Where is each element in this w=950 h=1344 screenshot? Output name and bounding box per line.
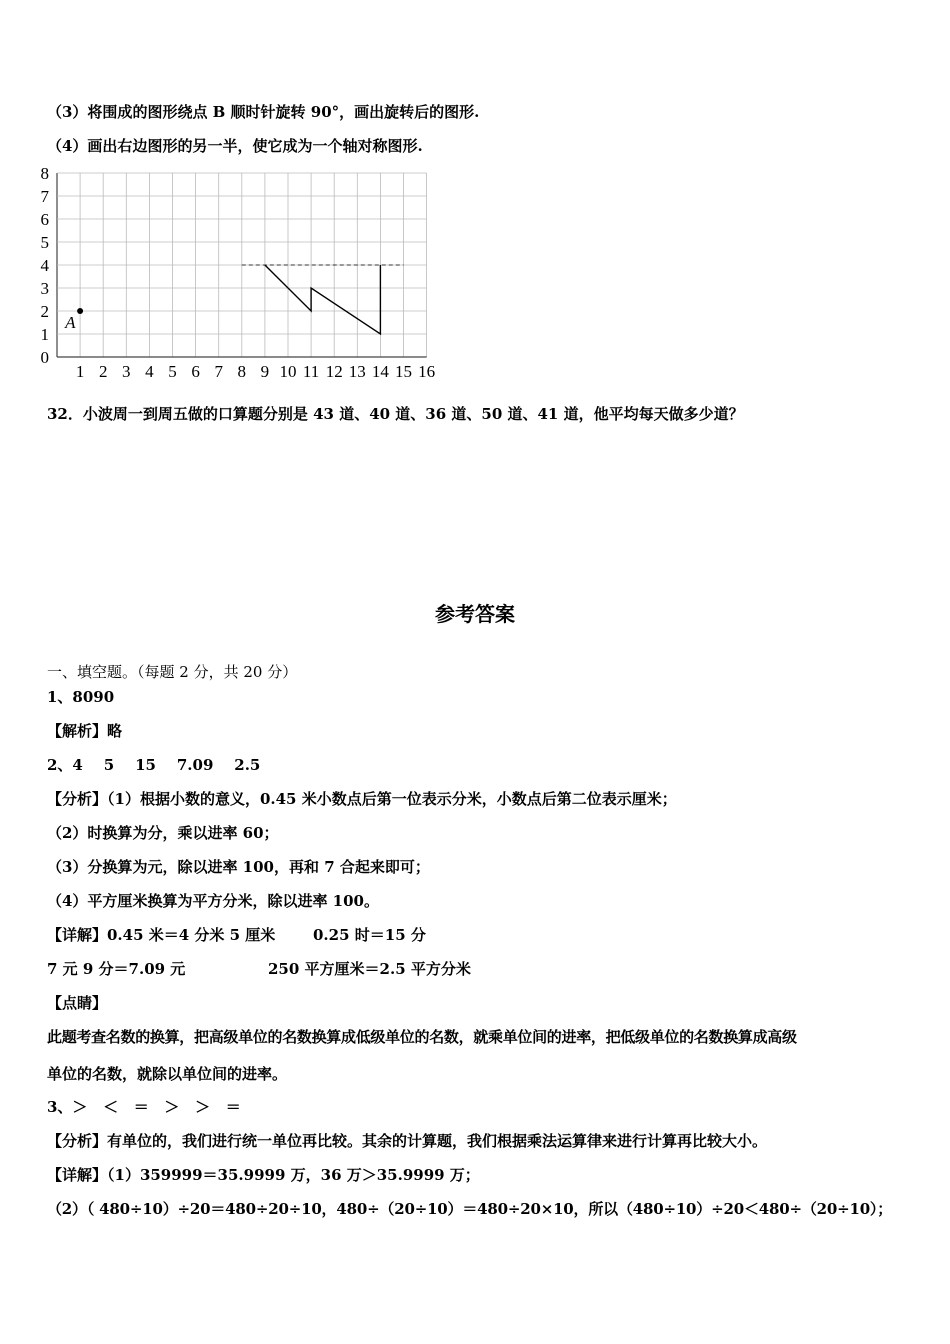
x-tick-label: 8 xyxy=(237,362,247,381)
answer-3: 3、＞ ＜ ＝ ＞ ＞ ＝ xyxy=(47,1098,241,1116)
question-31-part-4: （4）画出右边图形的另一半，使它成为一个轴对称图形. xyxy=(47,137,423,155)
question-31-part-3: （3）将围成的图形绕点 B 顺时针旋转 90°，画出旋转后的图形. xyxy=(47,103,480,121)
question-32: 32．小波周一到周五做的口算题分别是 43 道、40 道、36 道、50 道、41 道，他平均每天做多少道？ xyxy=(47,405,744,423)
y-tick-label: 6 xyxy=(40,210,49,229)
answers-title: 参考答案 xyxy=(435,602,515,626)
x-tick-label: 6 xyxy=(191,362,200,381)
answer-2-detail-2: 0.25 时＝15 分 xyxy=(313,926,426,944)
y-tick-label: 0 xyxy=(40,348,49,367)
x-axis-tick-labels xyxy=(76,362,435,381)
y-tick-label: 3 xyxy=(40,279,49,298)
y-tick-label: 8 xyxy=(40,164,49,183)
y-tick-label: 1 xyxy=(40,325,49,344)
section-heading: 一、填空题。（每题 2 分，共 20 分） xyxy=(47,663,298,681)
half-shape-polyline xyxy=(265,265,381,334)
answer-2-dianjing-line1: 此题考查名数的换算，把高级单位的名数换算成低级单位的名数，就乘单位间的进率，把低级单位的名数换算成高级 xyxy=(47,1028,797,1046)
y-tick-label: 5 xyxy=(40,233,49,252)
answer-1: 1、8090 xyxy=(47,688,115,706)
answer-2-detail-4: 250 平方厘米＝2.5 平方分米 xyxy=(268,960,471,978)
coordinate-grid-figure xyxy=(30,160,450,385)
x-tick-label: 4 xyxy=(145,362,154,381)
point-a-label: A xyxy=(65,313,76,332)
answer-3-detail: 【详解】（1）359999＝35.9999 万，36 万＞35.9999 万； xyxy=(47,1166,480,1184)
answer-2-detail-1: 【详解】0.45 米＝4 分米 5 厘米 xyxy=(47,926,276,944)
x-tick-label: 13 xyxy=(348,362,366,381)
answer-2-dianjing-line2: 单位的名数，就除以单位间的进率。 xyxy=(47,1065,288,1083)
y-tick-label: 4 xyxy=(40,256,49,275)
answer-2-dianjing: 【点睛】 xyxy=(47,994,108,1012)
x-tick-label: 3 xyxy=(122,362,131,381)
x-tick-label: 10 xyxy=(279,362,297,381)
answer-2-line4: （4）平方厘米换算为平方分米，除以进率 100。 xyxy=(47,892,379,910)
x-tick-label: 11 xyxy=(302,362,320,381)
answer-2-line2: （2）时换算为分，乘以进率 60； xyxy=(47,824,279,842)
answer-2: 2、4 5 15 7.09 2.5 xyxy=(47,756,261,774)
x-tick-label: 1 xyxy=(75,362,85,381)
y-axis-tick-labels xyxy=(41,164,50,367)
answer-3-line2: （2）（ 480÷10）÷20＝480÷20÷10，480÷（20÷10）＝480÷20×10，所以（480÷10）÷20＜480÷（20÷10）； xyxy=(47,1200,893,1218)
x-tick-label: 16 xyxy=(418,362,436,381)
answer-3-fenxi: 【分析】有单位的，我们进行统一单位再比较。其余的计算题，我们根据乘法运算律来进行计算再比较大小。 xyxy=(47,1132,768,1150)
x-tick-label: 7 xyxy=(214,362,223,381)
answer-2-fenxi: 【分析】（1）根据小数的意义，0.45 米小数点后第一位表示分米，小数点后第二位表示厘米； xyxy=(47,790,677,808)
x-tick-label: 15 xyxy=(395,362,412,381)
x-tick-label: 9 xyxy=(260,362,270,381)
answer-1-analysis: 【解析】略 xyxy=(47,722,123,740)
point-a-dot xyxy=(77,308,83,314)
answer-2-line3: （3）分换算为元，除以进率 100，再和 7 合起来即可； xyxy=(47,858,430,876)
x-tick-label: 12 xyxy=(325,362,343,381)
x-tick-label: 2 xyxy=(98,362,108,381)
y-tick-label: 7 xyxy=(40,187,49,206)
x-tick-label: 5 xyxy=(168,362,177,381)
answer-2-detail-3: 7 元 9 分＝7.09 元 xyxy=(47,960,186,978)
x-tick-label: 14 xyxy=(371,362,389,381)
y-tick-label: 2 xyxy=(40,302,49,321)
